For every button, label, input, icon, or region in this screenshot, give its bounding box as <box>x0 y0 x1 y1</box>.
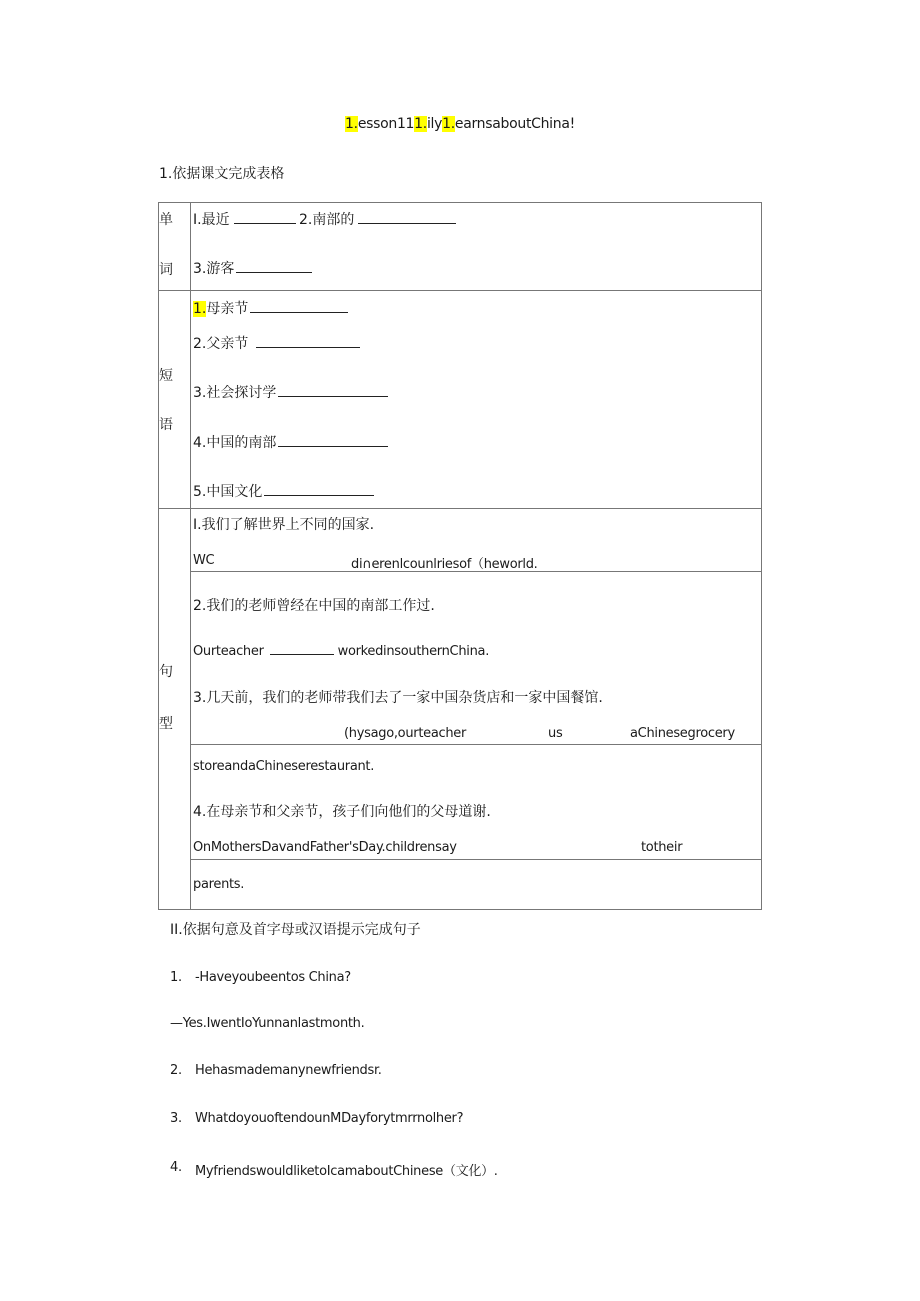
sentence-4-english-a: OnMothersDavandFather'sDay.childrensay <box>193 840 457 855</box>
answer-blank[interactable] <box>270 653 334 655</box>
table-border-top <box>158 202 762 203</box>
category-phrases-1: 短 <box>159 368 173 384</box>
answer-blank[interactable] <box>250 311 348 313</box>
table-border-bottom <box>158 909 762 910</box>
phrase-item-1: 1.母亲节 <box>193 298 348 318</box>
sentence-2-chinese: 2.我们的老师曾经在中国的南部工作过. <box>193 598 435 614</box>
category-sentences-1: 句 <box>159 664 173 680</box>
answer-blank[interactable] <box>278 395 388 397</box>
table-column-divider <box>190 202 191 910</box>
title-highlight-2: 1. <box>414 116 427 132</box>
phrase-item-3: 3.社会探讨学 <box>193 382 388 402</box>
table-row-divider-4 <box>190 744 762 745</box>
category-sentences-2: 型 <box>159 716 173 732</box>
section1-heading: 1.依据课文完成表格 <box>159 166 285 182</box>
question-3: WhatdoyouoftendounMDayforytmrrnolher? <box>195 1111 464 1126</box>
question-3-number: 3. <box>170 1111 182 1126</box>
answer-blank[interactable] <box>278 445 388 447</box>
section2-heading: II.依据句意及首字母或汉语提示完成句子 <box>170 922 421 938</box>
sentence-4-chinese: 4.在母亲节和父亲节，孩子们向他们的父母道谢. <box>193 804 491 820</box>
phrase-item-5: 5.中国文化 <box>193 481 374 501</box>
question-4: MyfriendswouldliketoIcamaboutChinese（文化）. <box>195 1164 498 1179</box>
table-border-left <box>158 202 159 910</box>
answer-blank[interactable] <box>236 271 312 273</box>
word-item-1: I.最近 <box>193 209 296 229</box>
question-1-reply: —Yes.IwentIoYunnanlastmonth. <box>170 1016 365 1031</box>
table-row-divider-2 <box>158 508 762 509</box>
title-highlight-3: 1. <box>442 116 455 132</box>
title-part-2: ily <box>426 116 443 132</box>
sentence-3-english-a: (hysago,ourteacher <box>344 726 467 741</box>
category-phrases-2: 语 <box>159 417 173 433</box>
question-1: -Haveyoubeentos China? <box>195 970 351 985</box>
sentence-4-english-c: parents. <box>193 877 245 892</box>
page-title <box>0 116 920 132</box>
question-1-number: 1. <box>170 970 182 985</box>
answer-blank[interactable] <box>256 346 360 348</box>
sentence-2-english: Ourteacher workedinsouthernChina. <box>193 644 490 659</box>
sentence-1-english-b: di∩erenlcounlriesof（heworld. <box>351 557 538 572</box>
title-part-1: esson11 <box>357 116 415 132</box>
question-2-number: 2. <box>170 1063 182 1078</box>
category-words-1: 单 <box>159 212 173 228</box>
sentence-1-chinese: I.我们了解世界上不同的国家. <box>193 517 375 533</box>
phrase-item-4: 4.中国的南部 <box>193 432 388 452</box>
table-row-divider-5 <box>190 859 762 860</box>
sentence-3-chinese: 3.几天前，我们的老师带我们去了一家中国杂货店和一家中国餐馆. <box>193 690 603 706</box>
question-2: Hehasmademanynewfriendsr. <box>195 1063 382 1078</box>
title-highlight-1: 1. <box>345 116 358 132</box>
word-item-2: 2.南部的 <box>299 209 456 229</box>
title-part-3: earnsaboutChina! <box>454 116 575 132</box>
answer-blank[interactable] <box>358 222 456 224</box>
sentence-1-english-a: WC <box>193 553 215 568</box>
category-words-2: 词 <box>159 262 173 278</box>
phrase-item-2: 2.父亲节 <box>193 333 360 353</box>
table-border-right <box>761 202 762 910</box>
table-row-divider-1 <box>158 290 762 291</box>
sentence-3-english-b: us <box>548 726 563 741</box>
answer-blank[interactable] <box>264 494 374 496</box>
sentence-4-english-b: totheir <box>641 840 683 855</box>
word-item-3: 3.游客 <box>193 258 312 278</box>
answer-blank[interactable] <box>234 222 296 224</box>
sentence-3-english-d: storeandaChineserestaurant. <box>193 759 375 774</box>
question-4-number: 4. <box>170 1160 182 1175</box>
sentence-3-english-c: aChinesegrocery <box>630 726 735 741</box>
